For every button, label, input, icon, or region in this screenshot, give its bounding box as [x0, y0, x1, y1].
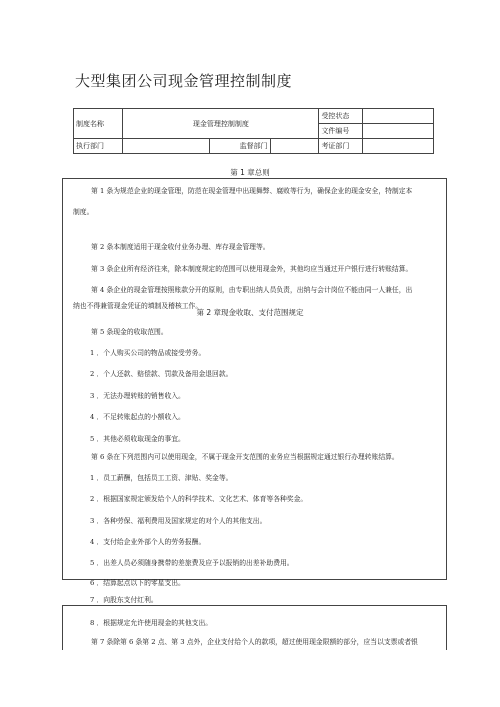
header-table	[73, 108, 434, 154]
label-supervise-dept: 监督部门	[210, 139, 270, 154]
paragraph: 第 2 条本制度适用于现金收付业务办理、库存现金管理等。	[91, 243, 270, 251]
list-item: 3 ．无法办理转账的销售收入。	[90, 392, 185, 400]
list-item: 1 ．个人购买公司的物品或接受劳务。	[90, 349, 206, 357]
label-control-status: 受控状态	[319, 109, 363, 124]
paragraph: 制度。	[73, 208, 94, 216]
paragraph: 第 3 条企业所有经济往来，除本制度规定的范围可以使用现金外，其他均应当通过开户银行进行转账结算。	[91, 265, 413, 273]
value-file-number	[363, 124, 434, 139]
chapter-2-heading: 第 2 章现金收取、支付范围规定	[196, 308, 304, 317]
value-verify-dept	[363, 139, 434, 154]
list-item: 5 ．其他必须收取现金的事宜。	[90, 435, 185, 443]
list-item: 3 ．各种劳保、福利费用及国家规定的对个人的其他支出。	[90, 517, 267, 525]
paragraph: 第 1 条为规范企业的现金管理，防范在现金管理中出现舞弊、腐败等行为，确保企业的现金安全，特制定本	[91, 187, 413, 195]
value-exec-dept	[123, 139, 210, 154]
list-item: 7 ．向股东支付红利。	[90, 596, 158, 604]
list-item: 4 ．支付给企业外部个人的劳务报酬。	[90, 538, 206, 546]
document-title: 大型集团公司现金管理控制制度	[75, 72, 293, 90]
label-exec-dept: 执行部门	[74, 139, 123, 154]
list-item: 1 ．员工薪酬，包括员工工资、津贴、奖金等。	[90, 474, 233, 482]
chapter-1-heading: 第 1 章总则	[230, 168, 270, 177]
value-system-name: 现金管理控制制度	[123, 109, 319, 139]
list-item: 8 ．根据规定允许使用现金的其他支出。	[90, 619, 213, 627]
value-control-status	[363, 109, 434, 124]
list-item: 2 ．个人还款、赔偿款、罚款及备用金退回款。	[90, 370, 233, 378]
paragraph: 纳也不得兼管现金凭证的填制及稽核工作。	[73, 302, 203, 310]
label-file-number: 文件编号	[319, 124, 363, 139]
list-item: 6 ．结算起点以下的零星支出。	[90, 579, 185, 587]
label-system-name: 制度名称	[74, 109, 123, 139]
list-item: 2 ．根据国家规定颁发给个人的科学技术、文化艺术、体育等各种奖金。	[90, 495, 308, 503]
paragraph: 第 6 条在下列范围内可以使用现金，不属于现金开支范围的业务应当根据规定通过银行办理转账结算。	[91, 453, 399, 461]
value-supervise-dept	[270, 139, 319, 154]
paragraph: 第 4 条企业的现金管理按照账款分开的原则，由专职出纳人员负责，出纳与会计岗位不能由同一人兼任，出	[91, 286, 413, 294]
paragraph: 第 7 条除第 6 条第 2 点、第 3 点外，企业支付给个人的款项，超过使用现金限额的部分，应当以支票或者银	[91, 638, 418, 646]
paragraph: 第 5 条现金的收取范围。	[91, 328, 168, 336]
label-verify-dept: 考证部门	[319, 139, 363, 154]
list-item: 5 ．出差人员必须随身携带的差旅费及应予以报销的出差补助费用。	[90, 559, 294, 567]
list-item: 4 ．不足转账起点的小额收入。	[90, 413, 185, 421]
